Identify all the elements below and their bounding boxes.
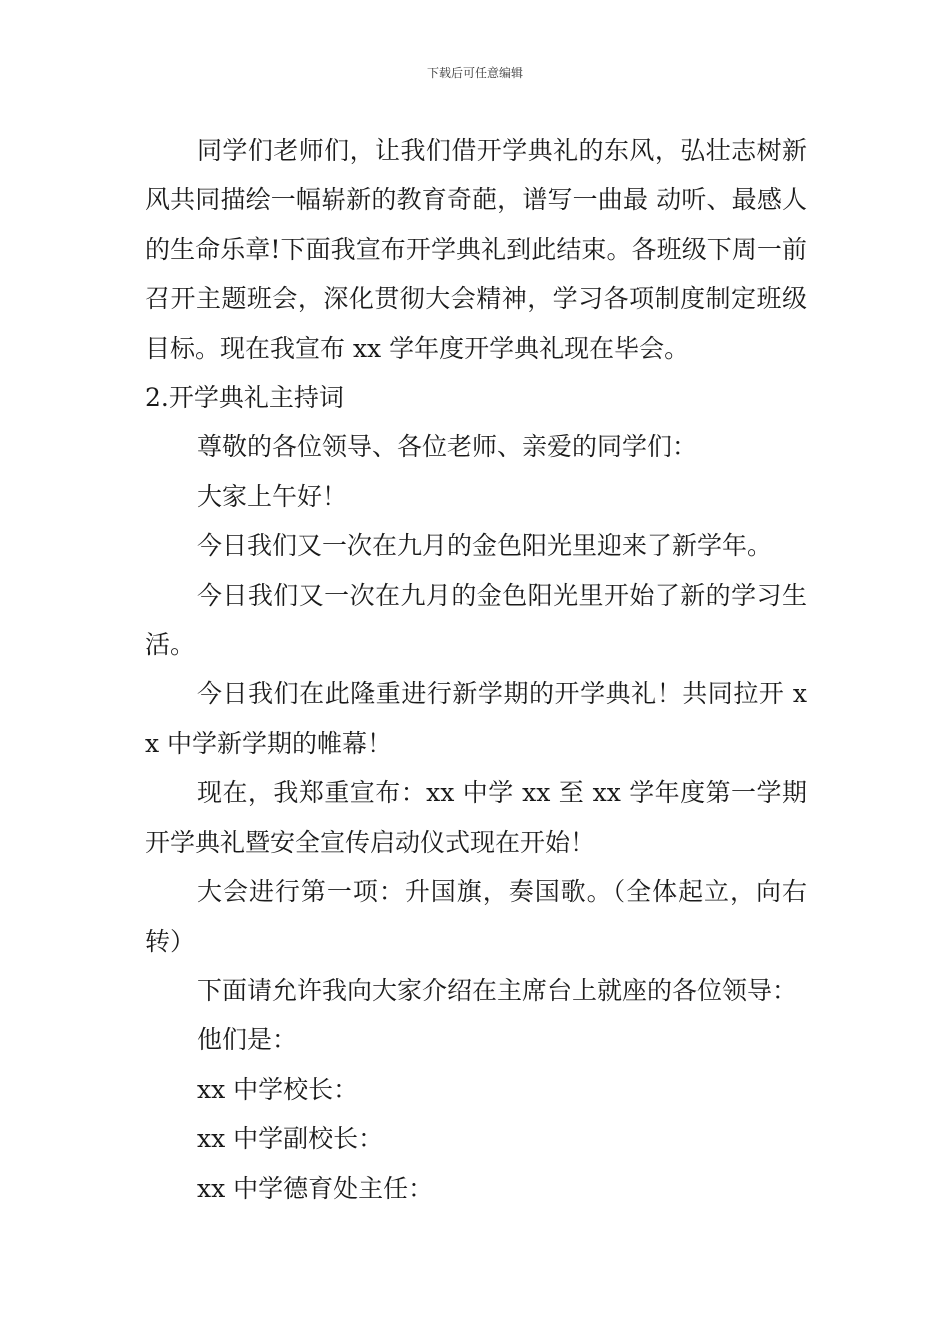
paragraph-good-morning: 大家上午好！	[197, 481, 348, 511]
paragraph-closing-remarks: 同学们老师们，让我们借开学典礼的东风，弘壮志树新风共同描绘一幅崭新的教育奇葩，谱写一曲最 动听、最感人的生命乐章!下面我宣布开学典礼到此结束。各班级下周一前召开主题班会，深化贯彻大会精神，学习各项制度制定班级目标。现在我宣布 xx 学年度开学典礼现在毕会。	[145, 136, 807, 363]
paragraph-moral-director: xx 中学德育处主任：	[197, 1173, 434, 1203]
paragraph-they-are: 他们是：	[197, 1025, 298, 1055]
section-heading: 2.开学典礼主持词	[145, 383, 344, 413]
paragraph-ceremony: 今日我们在此隆重进行新学期的开学典礼！共同拉开 xx 中学新学期的帷幕！	[145, 679, 807, 758]
paragraph-new-year: 今日我们又一次在九月的金色阳光里迎来了新学年。	[197, 531, 773, 561]
paragraph-introduce-leaders: 下面请允许我向大家介绍在主席台上就座的各位领导：	[197, 975, 798, 1005]
paragraph-vice-principal: xx 中学副校长：	[197, 1124, 384, 1154]
paragraph-principal: xx 中学校长：	[197, 1074, 359, 1104]
paragraph-greeting: 尊敬的各位领导、各位老师、亲爱的同学们：	[197, 432, 698, 462]
paragraph-flag-raising: 大会进行第一项：升国旗，奏国歌。（全体起立，向右转）	[145, 877, 807, 956]
paragraph-new-study-life: 今日我们又一次在九月的金色阳光里开始了新的学习生活。	[145, 580, 807, 660]
document-body	[145, 126, 807, 1213]
paragraph-announcement: 现在，我郑重宣布：xx 中学 xx 至 xx 学年度第一学期开学典礼暨安全宣传启动仪式现在开始！	[145, 778, 807, 857]
page-header: 下载后可任意编辑	[426, 66, 523, 80]
